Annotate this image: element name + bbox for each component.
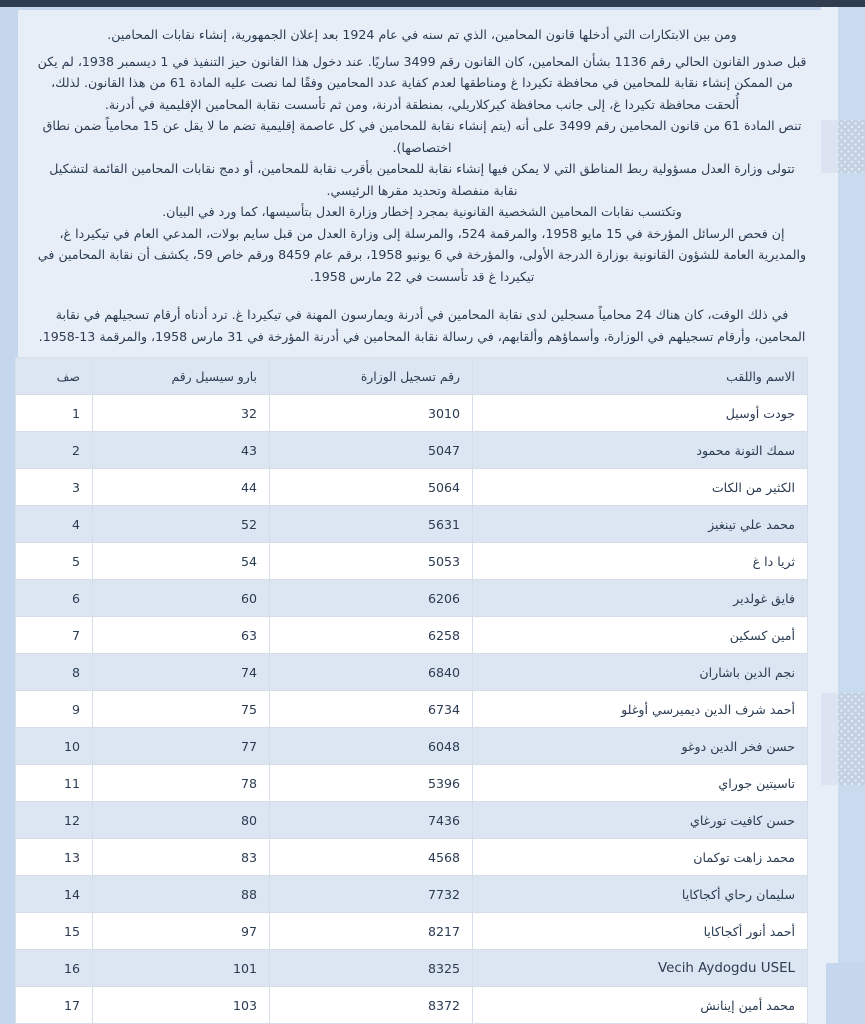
table-row (16, 543, 808, 580)
cell-name: أحمد أنور أكجاكايا (473, 913, 808, 950)
cell-row-number: 6 (16, 580, 93, 617)
cell-row-number: 7 (16, 617, 93, 654)
cell-row-number: 3 (16, 469, 93, 506)
cell-ministry-reg-no: 6840 (270, 654, 473, 691)
paragraph-correspondence: إن فحص الرسائل المؤرخة في 15 مايو 1958، والمرقمة 524، والمرسلة إلى وزارة العدل من قبل سايم بولات، المدعي العام في تيكيردا غ، والمديرية العامة للشؤون القانونية بوزارة الدرجة الأولى، والمؤرخة في 6 يونيو 1958، برقم عام 8459 ورقم خاص 59، يكشف أن نقابة المحامين في تيكيردا غ قد تأسست في 22 مارس 1958. (37, 225, 807, 284)
cell-name: Vecih Aydogdu USEL (473, 950, 808, 987)
window-title-bar (0, 0, 865, 7)
cell-baro-sicil-no: 54 (93, 543, 270, 580)
cell-baro-sicil-no: 52 (93, 506, 270, 543)
cell-ministry-reg-no: 6734 (270, 691, 473, 728)
cell-name: حسن كافيت تورغاي (473, 802, 808, 839)
cell-baro-sicil-no: 44 (93, 469, 270, 506)
table-row (16, 765, 808, 802)
cell-name: جودت أوسيل (473, 395, 808, 432)
cell-ministry-reg-no: 5053 (270, 543, 473, 580)
cell-ministry-reg-no: 8372 (270, 987, 473, 1024)
scrollbar-thumb-upper[interactable] (838, 120, 865, 173)
cell-baro-sicil-no: 80 (93, 802, 270, 839)
cell-baro-sicil-no: 75 (93, 691, 270, 728)
cell-baro-sicil-no: 88 (93, 876, 270, 913)
cell-baro-sicil-no: 78 (93, 765, 270, 802)
cell-ministry-reg-no: 5631 (270, 506, 473, 543)
cell-row-number: 2 (16, 432, 93, 469)
paragraph-article-61: تنص المادة 61 من قانون المحامين رقم 3499 على أنه (يتم إنشاء نقابة للمحامين في كل عاصمة إقليمية تضم ما لا يقل عن 15 محامياً ضمن نطاق اختصاصها). (42, 118, 802, 155)
cell-ministry-reg-no: 5396 (270, 765, 473, 802)
table-row (16, 691, 808, 728)
column-header-row-number: صف (16, 358, 93, 395)
cell-baro-sicil-no: 101 (93, 950, 270, 987)
cell-ministry-reg-no: 3010 (270, 395, 473, 432)
table-row (16, 469, 808, 506)
cell-baro-sicil-no: 74 (93, 654, 270, 691)
cell-row-number: 12 (16, 802, 93, 839)
cell-row-number: 14 (16, 876, 93, 913)
table-row (16, 432, 808, 469)
cell-name: نجم الدين باشاران (473, 654, 808, 691)
cell-name: ثريا دا غ (473, 543, 808, 580)
table-row (16, 654, 808, 691)
table-header-row (16, 358, 808, 395)
cell-row-number: 8 (16, 654, 93, 691)
cell-name: الكثير من الكات (473, 469, 808, 506)
scrollbar-thumb-lower[interactable] (838, 693, 865, 785)
cell-baro-sicil-no: 63 (93, 617, 270, 654)
cell-row-number: 5 (16, 543, 93, 580)
vertical-scrollbar-track[interactable] (838, 7, 865, 963)
cell-ministry-reg-no: 6048 (270, 728, 473, 765)
table-row (16, 580, 808, 617)
cell-row-number: 17 (16, 987, 93, 1024)
cell-baro-sicil-no: 32 (93, 395, 270, 432)
paragraph-intro: ومن بين الابتكارات التي أدخلها قانون المحامين، الذي تم سنه في عام 1924 بعد إعلان الجمهورية، إنشاء نقابات المحامين. (107, 27, 737, 42)
paragraph-ministry-role: تتولى وزارة العدل مسؤولية ربط المناطق التي لا يمكن فيها إنشاء نقابة للمحامين بأقرب نقابة للمحامين، أو دمج نقابات المحامين القائمة لتشكيل نقابة منفصلة وتحديد مقرها الرئيسي. (49, 161, 795, 198)
lawyer-registry-table (15, 357, 808, 1024)
table-row (16, 913, 808, 950)
column-header-name: الاسم واللقب (473, 358, 808, 395)
cell-ministry-reg-no: 5047 (270, 432, 473, 469)
cell-ministry-reg-no: 8217 (270, 913, 473, 950)
paragraph-registry-intro: في ذلك الوقت، كان هناك 24 محامياً مسجلين لدى نقابة المحامين في أدرنة ويمارسون المهنة في تيكيردا غ. ترد أدناه أرقام تسجيلهم في نقابة المحامين، وأرقام تسجيلهم في الوزارة، وأسماؤهم وألقابهم، في رسالة نقابة المحامين في أدرنة المؤرخة في 31 مارس 1958، والمرقمة 13-1958. (38, 307, 806, 344)
cell-row-number: 4 (16, 506, 93, 543)
cell-ministry-reg-no: 6258 (270, 617, 473, 654)
cell-baro-sicil-no: 60 (93, 580, 270, 617)
cell-row-number: 10 (16, 728, 93, 765)
cell-baro-sicil-no: 83 (93, 839, 270, 876)
cell-row-number: 13 (16, 839, 93, 876)
scrollbar-highlight-upper (821, 120, 838, 173)
table-row (16, 506, 808, 543)
table-row (16, 802, 808, 839)
cell-name: أمين كسكين (473, 617, 808, 654)
cell-name: أحمد شرف الدين ديميرسي أوغلو (473, 691, 808, 728)
table-row (16, 395, 808, 432)
cell-baro-sicil-no: 103 (93, 987, 270, 1024)
cell-name: سليمان رحاي أكجاكايا (473, 876, 808, 913)
table-header (16, 358, 808, 395)
cell-baro-sicil-no: 77 (93, 728, 270, 765)
paragraph-legal-personality: وتكتسب نقابات المحامين الشخصية القانونية بمجرد إخطار وزارة العدل بتأسيسها، كما ورد في البيان. (162, 204, 682, 219)
cell-ministry-reg-no: 7732 (270, 876, 473, 913)
cell-name: محمد أمين إينانش (473, 987, 808, 1024)
cell-name: محمد زاهت توكمان (473, 839, 808, 876)
cell-ministry-reg-no: 4568 (270, 839, 473, 876)
cell-name: سمك التونة محمود (473, 432, 808, 469)
table-row (16, 987, 808, 1024)
table-row (16, 839, 808, 876)
table-row (16, 617, 808, 654)
cell-name: تاسيتين جوراي (473, 765, 808, 802)
table-body (16, 395, 808, 1024)
cell-name: فايق غولدير (473, 580, 808, 617)
table-row (16, 876, 808, 913)
cell-row-number: 1 (16, 395, 93, 432)
cell-ministry-reg-no: 6206 (270, 580, 473, 617)
table-row (16, 950, 808, 987)
scrollbar-highlight-lower (821, 693, 838, 785)
cell-ministry-reg-no: 7436 (270, 802, 473, 839)
column-header-ministry-reg: رقم تسجيل الوزارة (270, 358, 473, 395)
cell-ministry-reg-no: 8325 (270, 950, 473, 987)
cell-row-number: 9 (16, 691, 93, 728)
column-header-baro-sicil: بارو سيسيل رقم (93, 358, 270, 395)
cell-ministry-reg-no: 5064 (270, 469, 473, 506)
table-row (16, 728, 808, 765)
paragraph-spacer (36, 287, 808, 304)
document-body (18, 10, 826, 1024)
cell-baro-sicil-no: 97 (93, 913, 270, 950)
cell-row-number: 16 (16, 950, 93, 987)
cell-name: حسن فخر الدين دوغو (473, 728, 808, 765)
cell-baro-sicil-no: 43 (93, 432, 270, 469)
cell-row-number: 11 (16, 765, 93, 802)
paragraph-law-history: قبل صدور القانون الحالي رقم 1136 بشأن المحامين، كان القانون رقم 3499 ساريًا. عند دخول هذا القانون حيز التنفيذ في 1 ديسمبر 1938، لم يكن من الممكن إنشاء نقابة للمحامين في محافظة تكيردا غ ومناطقها لعدم كفاية عدد المحامين وفقًا لما نصت عليه المادة 61 من هذا القانون. لذلك، أُلحقت محافظة تكيردا غ، إلى جانب محافظة كيركلاريلي، بمنطقة أدرنة، ومن ثم تأسست نقابة المحامين الإقليمية في أدرنة. (37, 53, 807, 112)
cell-row-number: 15 (16, 913, 93, 950)
cell-name: محمد علي تينغيز (473, 506, 808, 543)
